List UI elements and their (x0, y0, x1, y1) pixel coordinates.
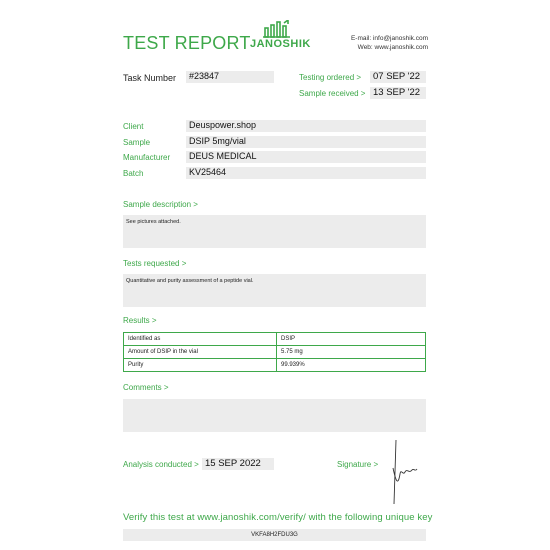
tests-requested-label: Tests requested > (123, 259, 187, 268)
logo-text (250, 38, 311, 50)
result-value: 99.939% (277, 359, 426, 372)
sample-received-value: 13 SEP '22 (370, 87, 426, 99)
contact-web: Web: www.janoshik.com (357, 44, 428, 51)
logo-bars-icon (263, 20, 290, 37)
tests-requested-box: Quantitative and purity assessment of a peptide vial. (123, 274, 426, 307)
sample-description-label: Sample description > (123, 200, 198, 209)
manufacturer-label: Manufacturer (123, 153, 171, 162)
unique-key: VKFA8H2FDU3G (123, 529, 426, 541)
table-row (124, 346, 426, 359)
task-number-value: #23847 (186, 71, 274, 83)
results-table (123, 332, 426, 372)
sample-description-box: See pictures attached. (123, 215, 426, 248)
analysis-conducted-value: 15 SEP 2022 (202, 458, 274, 470)
result-name: Purity (124, 359, 277, 372)
signature-image (384, 438, 420, 506)
testing-ordered-label: Testing ordered > (299, 73, 362, 82)
client-value: Deuspower.shop (186, 120, 426, 132)
result-name: Amount of DSIP in the vial (124, 346, 277, 359)
results-label: Results > (123, 316, 157, 325)
batch-label: Batch (123, 169, 144, 178)
testing-ordered-value: 07 SEP '22 (370, 71, 426, 83)
sample-received-label: Sample received > (299, 89, 366, 98)
logo-text-part: JANOSHIK (250, 38, 311, 50)
client-label: Client (123, 122, 144, 131)
signature-label: Signature > (337, 460, 379, 469)
sample-value: DSIP 5mg/vial (186, 136, 426, 148)
comments-box (123, 399, 426, 432)
result-value: DSIP (277, 333, 426, 346)
verify-text: Verify this test at www.janoshik.com/verify/ with the following unique key (123, 512, 433, 523)
table-row (124, 333, 426, 346)
table-row (124, 359, 426, 372)
result-value: 5.75 mg (277, 346, 426, 359)
batch-value: KV25464 (186, 167, 426, 179)
comments-label: Comments > (123, 383, 169, 392)
sample-label: Sample (123, 138, 151, 147)
contact-email: E-mail: info@janoshik.com (350, 35, 428, 42)
manufacturer-value: DEUS MEDICAL (186, 151, 426, 163)
contact-info (351, 34, 428, 52)
task-number-label: Task Number (123, 73, 177, 83)
analysis-conducted-label: Analysis conducted > (123, 460, 199, 469)
result-name: Identified as (124, 333, 277, 346)
report-title: TEST REPORT (123, 33, 251, 53)
